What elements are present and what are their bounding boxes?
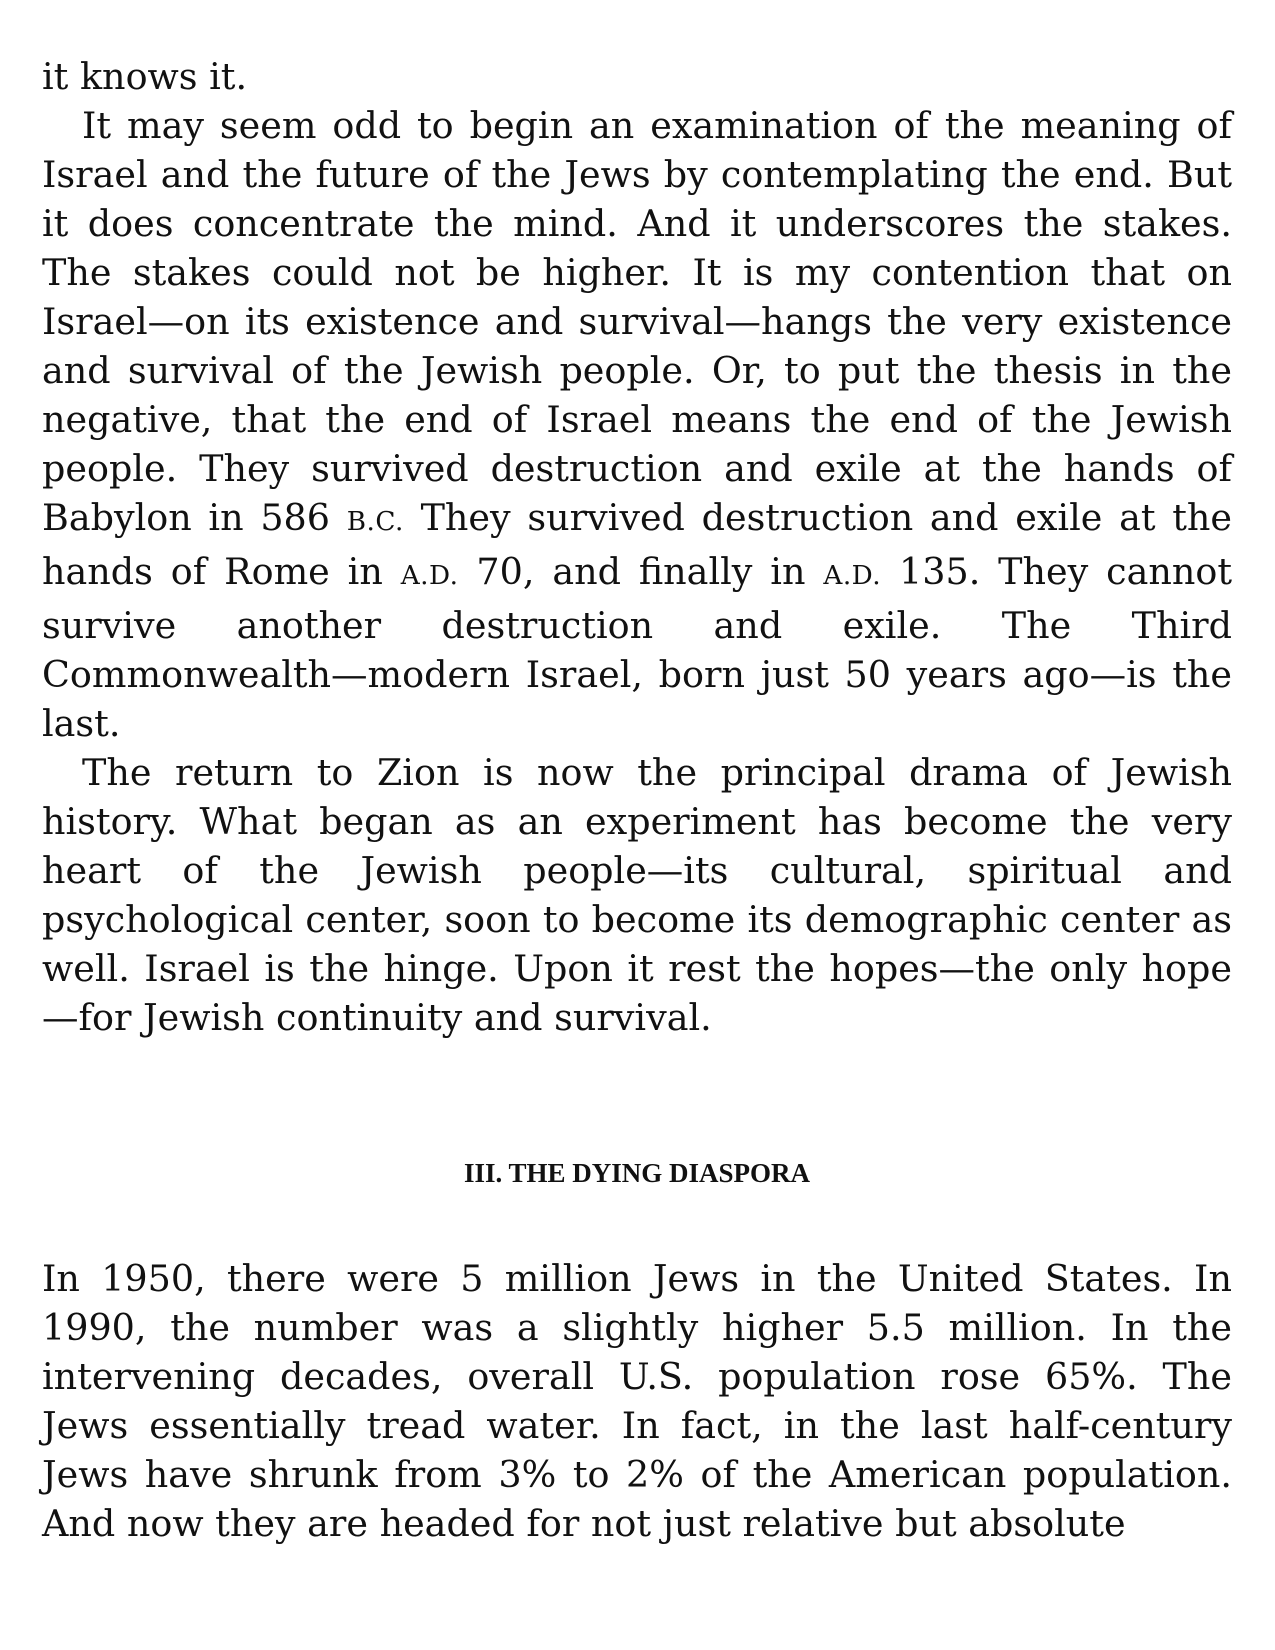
paragraph-1-text-b: They survived destruction and exile at the hands of Rome in [42, 496, 1232, 593]
era-ad-2: A.D. [823, 561, 882, 591]
paragraph-1-text-a: It may seem odd to begin an examination of the meaning of Israel and the future of the Jews by contemplating the end. But it does concentrate the mind. And it underscores the stakes. The stakes could not be higher. It is my contention that on Israel—on its existence and survival—hangs the very existence and survival of the Jewish people. Or, to put the thesis in the negative, that the end of Israel means the end of the Jewish people. They survived destruction and exile at the hands of Babylon in 586 [42, 104, 1232, 539]
paragraph-1 [42, 101, 1232, 748]
paragraph-3: In 1950, there were 5 million Jews in the United States. In 1990, the number was a slightly higher 5.5 million. In the intervening decades, overall U.S. population rose 65%. The Jews essentially tread water. In fact, in the last half-century Jews have shrunk from 3% to 2% of the American population. And now they are headed for not just relative but absolute [42, 1257, 1232, 1545]
lead-fragment: it knows it. [42, 55, 248, 98]
era-ad-1: A.D. [400, 561, 459, 591]
era-bc: B.C. [346, 507, 404, 537]
section-heading: III. THE DYING DIASPORA [463, 1158, 811, 1188]
page-body [42, 52, 1232, 1548]
paragraph-2: The return to Zion is now the principal drama of Jewish history. What began as an experiment has become the very heart of the Jewish people—its cultural, spiritual and psychological center, soon to become its demographic center as well. Israel is the hinge. Upon it rest the hopes—the only hope—for Jewish continuity and survival. [42, 751, 1232, 1039]
paragraph-1-text-d: 135. They cannot survive another destruction and exile. The Third Commonwealth—modern Israel, born just 50 years ago—is the last. [42, 550, 1232, 745]
paragraph-1-text-c: 70, and finally in [458, 550, 824, 593]
